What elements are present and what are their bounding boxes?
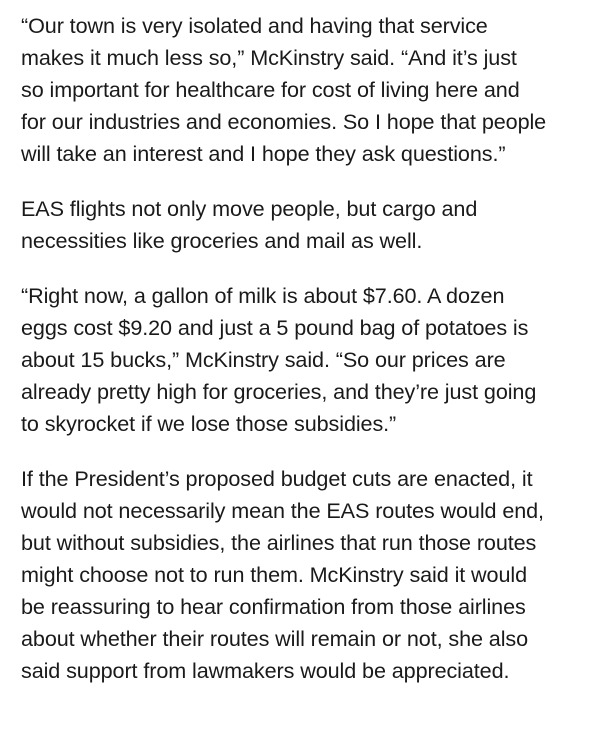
text-line: “Our town is very isolated and having that service [21, 13, 488, 38]
paragraph-budget-cuts [21, 463, 601, 687]
text-line: EAS flights not only move people, but cargo and [21, 196, 478, 221]
text-line: necessities like groceries and mail as well. [21, 228, 423, 253]
article-body [21, 10, 601, 710]
text-line: already pretty high for groceries, and they’re just going [21, 379, 537, 404]
text-line: eggs cost $9.20 and just a 5 pound bag of potatoes is [21, 315, 529, 340]
paragraph-quote-prices [21, 280, 601, 440]
text-line: for our industries and economies. So I hope that people [21, 109, 547, 134]
text-line: If the President’s proposed budget cuts are enacted, it [21, 466, 533, 491]
text-line: be reassuring to hear confirmation from those airlines [21, 594, 526, 619]
paragraph-quote-isolation [21, 10, 601, 170]
text-line: will take an interest and I hope they ask questions.” [21, 141, 506, 166]
text-line: so important for healthcare for cost of living here and [21, 77, 520, 102]
text-line: “Right now, a gallon of milk is about $7.60. A dozen [21, 283, 505, 308]
text-line: about whether their routes will remain or not, she also [21, 626, 529, 651]
paragraph-eas-cargo [21, 193, 601, 257]
text-line: might choose not to run them. McKinstry said it would [21, 562, 527, 587]
text-line: to skyrocket if we lose those subsidies.” [21, 411, 397, 436]
text-line: would not necessarily mean the EAS routes would end, [21, 498, 544, 523]
text-line: makes it much less so,” McKinstry said. “And it’s just [21, 45, 517, 70]
text-line: but without subsidies, the airlines that run those routes [21, 530, 537, 555]
text-line: said support from lawmakers would be appreciated. [21, 658, 510, 683]
text-line: about 15 bucks,” McKinstry said. “So our prices are [21, 347, 506, 372]
